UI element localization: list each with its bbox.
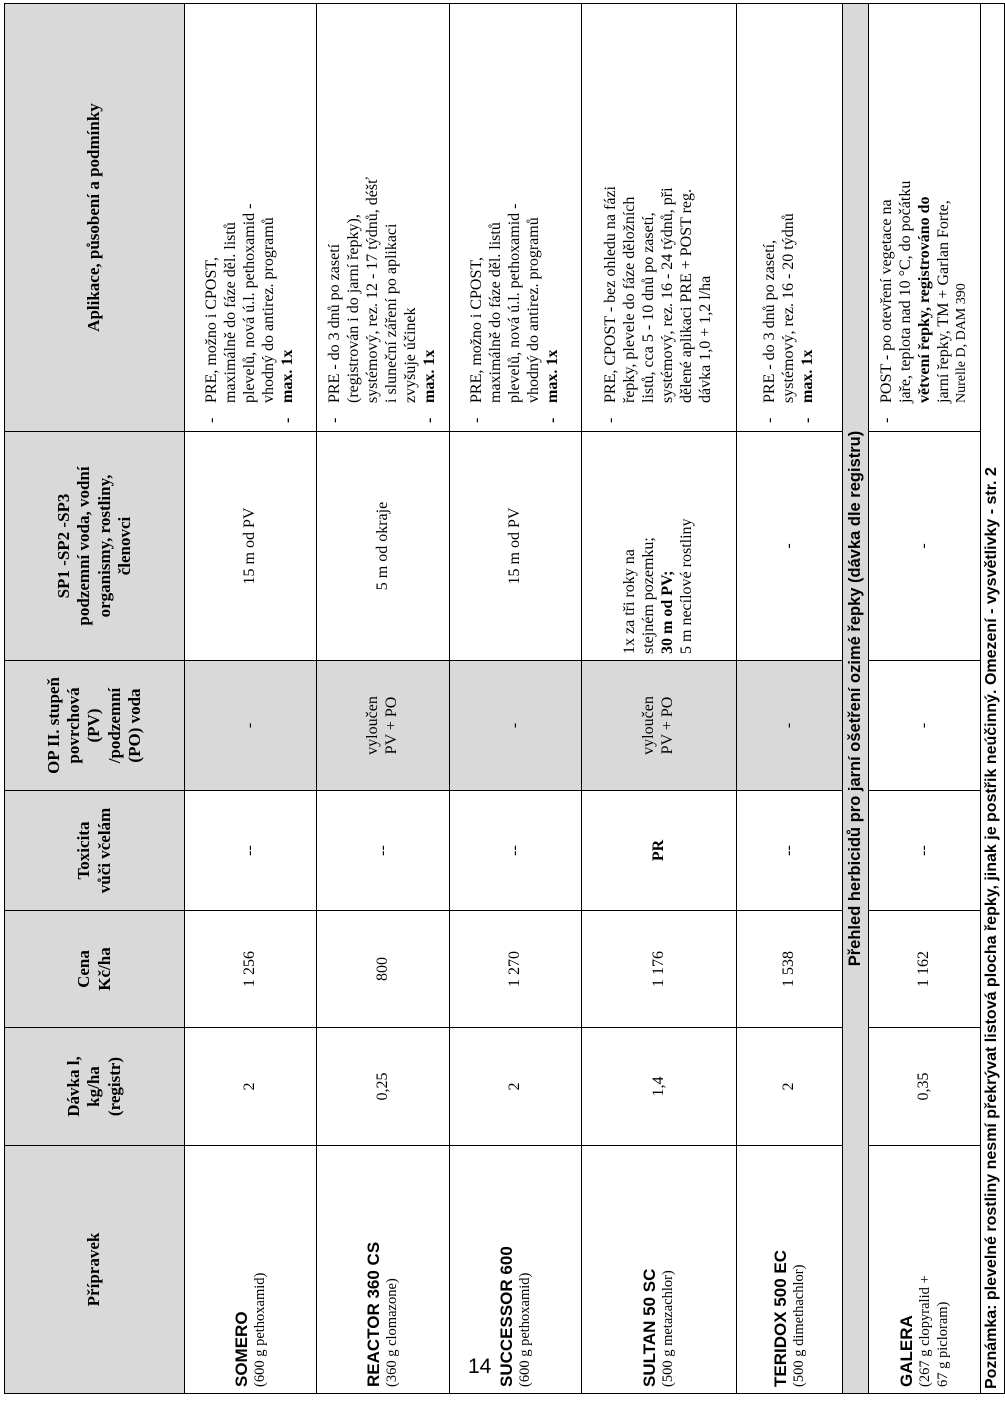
- table-row: [869, 4, 981, 1394]
- sp-cell: -: [869, 432, 981, 661]
- sp-cell: 15 m od PV: [450, 432, 582, 661]
- application-item: - PRE, možno i CPOST, maximálně do fáze děl. listů plevelů, nová ú.l. pethoxamid - vhodný do antirez. programů: [203, 10, 279, 425]
- bee-toxicity-cell: --: [450, 791, 582, 911]
- header-price: Cena Kč/ha: [5, 911, 185, 1028]
- sp-cell: 15 m od PV: [185, 432, 317, 661]
- preparation-composition: (360 g clomazone): [384, 1278, 401, 1387]
- dose-cell: 0,35: [869, 1028, 981, 1146]
- preparation-name: SOMERO: [231, 1311, 251, 1387]
- bee-toxicity-cell: --: [317, 791, 450, 911]
- section-title: Přehled herbicidů pro jarní ošetření ozimé řepky (dávka dle registru): [843, 4, 869, 1394]
- preparation-cell: [317, 1146, 450, 1394]
- application-item: - PRE - do 3 dnů po zasetí (registrován i do jarní řepky), systémový, rez. 12 - 17 týdnů, déšť i sluneční záření po aplikaci zvyšuje účinek: [326, 10, 420, 425]
- sp-cell: 5 m od okraje: [317, 432, 450, 661]
- preparation-name: SUCCESSOR 600: [496, 1246, 516, 1387]
- application-item: - PRE - do 3 dnů po zasetí, systémový, rez. 16 - 20 týdnů: [761, 10, 799, 425]
- application-cell: [185, 4, 317, 432]
- price-cell: 1 256: [185, 911, 317, 1028]
- application-item: - max. 1x: [799, 10, 818, 425]
- op-zone-cell: vyloučen PV + PO: [317, 661, 450, 791]
- header-dose: Dávka l, kg/ha (registr): [5, 1028, 185, 1146]
- header-op-zone: OP II. stupeň povrchová (PV) /podzemní (PO) voda: [5, 661, 185, 791]
- page-number: 14: [468, 1355, 492, 1378]
- table-row: [737, 4, 843, 1394]
- preparation-name: REACTOR 360 CS: [364, 1241, 384, 1387]
- preparation-composition: (600 g pethoxamid): [251, 1272, 268, 1387]
- price-cell: 1 538: [737, 911, 843, 1028]
- application-item: - PRE, možno i CPOST, maximálně do fáze děl. listů plevelů, nová ú.l. pethoxamid - vhodný do antirez. programů: [468, 10, 544, 425]
- dose-cell: 2: [737, 1028, 843, 1146]
- application-cell: [317, 4, 450, 432]
- table-row: [185, 4, 317, 1394]
- application-cell: [582, 4, 737, 432]
- bee-toxicity-cell: --: [185, 791, 317, 911]
- application-cell: [450, 4, 582, 432]
- preparation-name: SULTAN 50 SC: [640, 1268, 660, 1387]
- sp-cell: -: [737, 432, 843, 661]
- application-item: - max. 1x: [279, 10, 298, 425]
- application-item: - max. 1x: [544, 10, 563, 425]
- application-item: - max. 1x: [421, 10, 440, 425]
- preparation-composition: (600 g pethoxamid): [516, 1272, 533, 1387]
- sp-cell: 1x za tři roky na stejném pozemku; 30 m od PV; 5 m necílové rostliny: [582, 432, 737, 661]
- preparation-cell: [582, 1146, 737, 1394]
- op-zone-cell: -: [185, 661, 317, 791]
- application-cell: [869, 4, 981, 432]
- preparation-composition: (500 g dimethachlor): [790, 1264, 807, 1387]
- section-row: [843, 4, 869, 1394]
- rotated-page: [4, 4, 1001, 1394]
- preparation-cell: [185, 1146, 317, 1394]
- table-row: [317, 4, 450, 1394]
- preparation-cell: [869, 1146, 981, 1394]
- op-zone-cell: -: [737, 661, 843, 791]
- header-preparation: Přípravek: [5, 1146, 185, 1394]
- bee-toxicity-cell: --: [737, 791, 843, 911]
- header-application: Aplikace, působení a podmínky: [5, 4, 185, 432]
- preparation-composition-2: 67 g picloram): [934, 1301, 951, 1387]
- header-row: [5, 4, 185, 1394]
- preparation-cell: [737, 1146, 843, 1394]
- note-text: Poznámka: plevelné rostliny nesmí překrývat listová plocha řepky, jinak je postřik neúčinný. Omezení - vysvětlivky - str. 2: [981, 4, 1005, 1394]
- price-cell: 1 162: [869, 911, 981, 1028]
- dose-cell: 1,4: [582, 1028, 737, 1146]
- op-zone-cell: -: [869, 661, 981, 791]
- application-item: - POST - po otevření vegetace na jaře, teplota nad 10 °C, do počátku větvení řepky, registrováno do jarní řepky, TM + Garlan Forte, Nurelle D, DAM 390: [878, 10, 970, 425]
- dose-cell: 0,25: [317, 1028, 450, 1146]
- table-row: [582, 4, 737, 1394]
- op-zone-cell: vyloučen PV + PO: [582, 661, 737, 791]
- header-sp-phrases: SP1 -SP2 -SP3 podzemní voda, vodní organismy, rostliny, členovci: [5, 432, 185, 661]
- price-cell: 800: [317, 911, 450, 1028]
- bee-toxicity-cell: PR: [582, 791, 737, 911]
- preparation-name: TERIDOX 500 EC: [770, 1250, 790, 1387]
- table-row: [450, 4, 582, 1394]
- dose-cell: 2: [450, 1028, 582, 1146]
- op-zone-cell: -: [450, 661, 582, 791]
- preparation-composition: (267 g clopyralid +: [917, 1275, 934, 1387]
- dose-cell: 2: [185, 1028, 317, 1146]
- application-item: - PRE, CPOST - bez ohledu na fázi řepky, plevele do fáze děložních listů, cca 5 - 10 dnů po zasetí, systémový, rez. 16 - 24 týdnů, při dělené aplikaci PRE + POST reg. dávka 1,0 + 1,2 l/ha: [602, 10, 715, 425]
- note-row: [981, 4, 1005, 1394]
- preparation-cell: [450, 1146, 582, 1394]
- application-cell: [737, 4, 843, 432]
- price-cell: 1 270: [450, 911, 582, 1028]
- bee-toxicity-cell: --: [869, 791, 981, 911]
- preparation-name: GALERA: [897, 1315, 917, 1387]
- preparation-composition: (500 g metazachlor): [660, 1270, 677, 1387]
- price-cell: 1 176: [582, 911, 737, 1028]
- herbicide-table: [4, 3, 1005, 1394]
- header-bee-toxicity: Toxicita vůči včelám: [5, 791, 185, 911]
